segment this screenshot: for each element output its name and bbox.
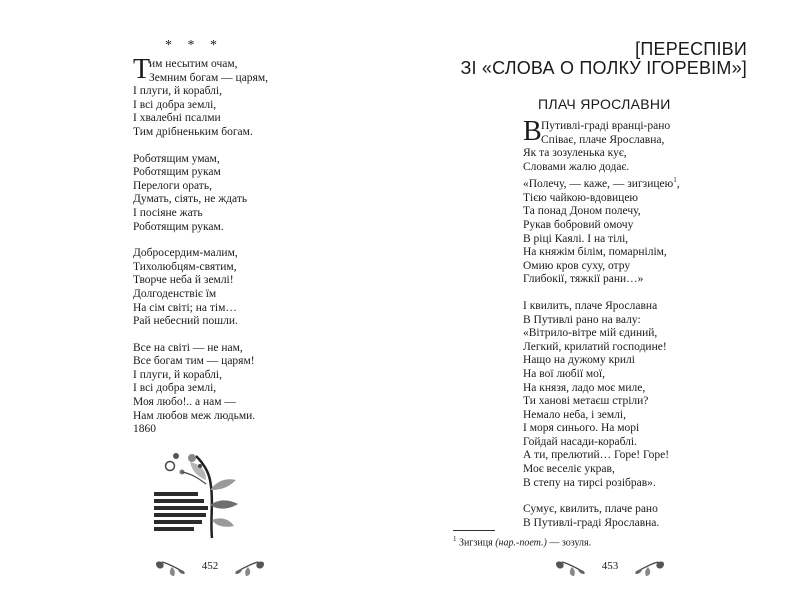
footnote-note: (нар.-поет.) xyxy=(495,537,547,549)
poem-line: Легкий, крилатий господине! xyxy=(523,340,667,353)
poem-line: На сім світі; на тім… xyxy=(133,301,237,314)
page-number: 452 xyxy=(201,560,219,572)
folio-leaf-icon xyxy=(552,558,586,578)
left-stanza-2 xyxy=(133,153,268,235)
poem-line: Тихолюбцям-святим, xyxy=(133,260,237,273)
poem-line: Роботящим умам, xyxy=(133,152,220,165)
poem-line: На вої любії мої, xyxy=(523,367,605,380)
folio-left xyxy=(150,558,270,578)
poem-line: В Путивлі-граді Ярославна. xyxy=(523,516,660,529)
poem-line: Словами жалю додає. xyxy=(523,160,630,173)
poem-line: «Вітрило-вітре мій єдиний, xyxy=(523,327,658,340)
footnote-rule xyxy=(453,530,495,531)
poem-line: І посіяне жать xyxy=(133,206,203,219)
section-title-line: ЗІ «СЛОВА О ПОЛКУ ІГОРЕВІМ»] xyxy=(460,58,747,78)
footnote xyxy=(453,535,591,548)
poem-line: І всі добра землі, xyxy=(133,382,217,395)
poem-line: Путивлі-граді вранці-рано xyxy=(541,120,671,132)
right-stanza-2 xyxy=(523,300,680,490)
poem-line: Перелоги орать, xyxy=(133,179,212,192)
poem-line: Співає, плаче Ярославна, xyxy=(541,133,665,146)
poem-line: Моє веселіє украв, xyxy=(523,463,615,476)
poem-line: Думать, сіять, не ждать xyxy=(133,193,248,206)
poem-line: Глибокії, тяжкії рани…» xyxy=(523,273,644,286)
poem-line: Добросердим-малим, xyxy=(133,247,238,260)
poem-line: На князя, ладо моє миле, xyxy=(523,381,646,394)
poem-line: Тим дрібненьким богам. xyxy=(133,125,253,138)
poem-line: Творче неба й землі! xyxy=(133,274,234,287)
poem-line: На княжім білім, помарнілім, xyxy=(523,246,667,259)
footnote-marker[interactable]: 1 xyxy=(673,176,677,185)
poem-line: В Путивлі рано на валу: xyxy=(523,313,641,326)
poem-line-text: «Полечу, — каже, — зигзицею xyxy=(523,178,674,191)
poem-line: Все богам тим — царям! xyxy=(133,355,255,368)
poem-line: І моря синього. На морі xyxy=(523,422,640,435)
poem-line: Та понад Доном полечу, xyxy=(523,205,641,218)
right-stanza-3 xyxy=(523,503,680,530)
poem-line: Ти ханові метаєш стріли? xyxy=(523,395,649,408)
folio-leaf-icon xyxy=(634,558,668,578)
poem-line: І квилить, плаче Ярославна xyxy=(523,299,658,312)
poem-line: Гойдай насади-кораблі. xyxy=(523,435,637,448)
section-title-line: [ПЕРЕСПІВИ xyxy=(635,39,747,59)
section-title xyxy=(447,40,747,78)
poem-line: Омию кров суху, отру xyxy=(523,259,631,272)
poem-line: Нащо на дужому крилі xyxy=(523,354,635,367)
left-stanza-4 xyxy=(133,342,268,424)
poem-line: І всі добра землі, xyxy=(133,98,217,111)
poem-line: І хвалебні псалми xyxy=(133,112,221,125)
poem-line: Роботящим рукам xyxy=(133,166,221,179)
footnote-definition: — зозуля. xyxy=(549,537,592,549)
folio-leaf-icon xyxy=(152,558,186,578)
poem-line: Все на світі — не нам, xyxy=(133,341,243,354)
section-stars: * * * xyxy=(165,38,223,53)
poem-line: В степу на тирсі розібрав». xyxy=(523,476,656,489)
page-number: 453 xyxy=(601,560,619,572)
poem-line: Роботящим рукам. xyxy=(133,220,224,233)
poem-line: Рай небесний пошли. xyxy=(133,315,238,328)
poem-line: Сумує, квилить, плаче рано xyxy=(523,503,658,516)
poem-line: Долгоденствіє їм xyxy=(133,287,217,300)
poem-line: А ти, прелютий… Горе! Горе! xyxy=(523,449,670,462)
poem-subtitle: ПЛАЧ ЯРОСЛАВНИ xyxy=(538,96,671,112)
right-stanza-1 xyxy=(523,116,680,287)
right-poem xyxy=(523,116,680,530)
folio-leaf-icon xyxy=(234,558,268,578)
poem-line: І плуги, й кораблі, xyxy=(133,368,222,381)
poem-line: им несытим очам, xyxy=(149,58,238,70)
poem-line: Моя любо!.. а нам — xyxy=(133,396,236,409)
footnote-number: 1 xyxy=(453,535,457,543)
left-stanza-3 xyxy=(133,247,268,329)
poem-line: Земним богам — царям, xyxy=(149,71,269,84)
poem-line xyxy=(523,174,680,191)
poem-line: Тією чайкою-вдовицею xyxy=(523,191,639,204)
poem-line: Рукав бобровий омочу xyxy=(523,218,634,231)
left-stanza-1 xyxy=(133,54,269,140)
footnote-word: Зигзиця xyxy=(459,537,493,549)
folio-right xyxy=(550,558,670,578)
poem-year: 1860 xyxy=(133,423,156,436)
poem-line: Як та зозуленька кує, xyxy=(523,147,627,160)
poem-line: І плуги, й кораблі, xyxy=(133,85,222,98)
poem-line: В ріці Каялі. І на тілі, xyxy=(523,232,629,245)
leaf-ornament-icon xyxy=(152,450,242,542)
poem-line: Нам любов меж людьми. xyxy=(133,409,256,422)
left-poem xyxy=(133,54,269,437)
dropcap: В xyxy=(523,116,542,147)
dropcap: Т xyxy=(133,54,151,85)
poem-line-punct: , xyxy=(676,178,680,191)
poem-line: Немало неба, і землі, xyxy=(523,408,626,421)
